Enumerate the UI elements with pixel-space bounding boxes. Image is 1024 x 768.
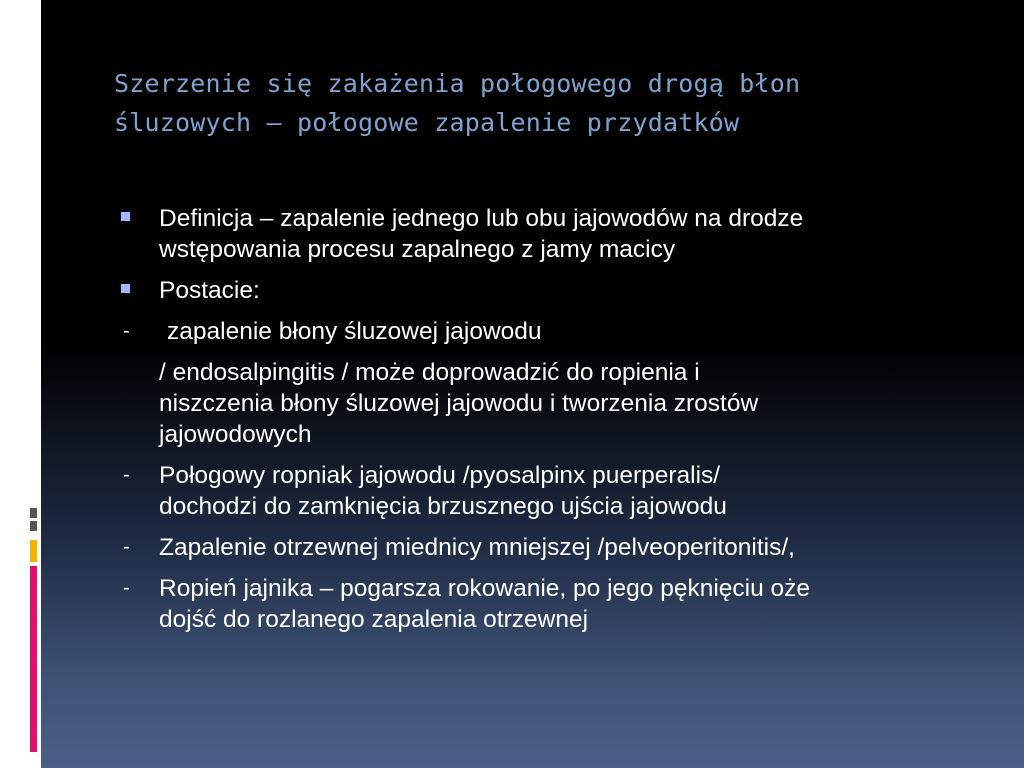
item-text: Połogowy ropniak jajowodu /pyosalpinx puerperalis/ [159, 462, 721, 489]
item-text: niszczenia błony śluzowej jajowodu i tworzenia zrostów [159, 390, 759, 417]
strip-white [30, 0, 37, 470]
item-text: Ropień jajnika – pogarsza rokowanie, po jego pęknięciu oże [159, 575, 811, 602]
strip-yellow-block [30, 540, 37, 562]
item-text: Postacie: [159, 277, 260, 304]
list-item-endosalpingitis: - zapalenie błony śluzowej jajowodu [113, 316, 993, 347]
item-text: dochodzi do zamknięcia brzusznego ujścia jajowodu [159, 493, 727, 520]
list-item-pelveoperitonitis: - Zapalenie otrzewnej miednicy mniejszej /pelveoperitonitis/, [113, 532, 993, 563]
item-text: / endosalpingitis / może doprowadzić do ropienia i [159, 359, 700, 386]
title-line-2: śluzowych – połogowe zapalenie przydatków [114, 108, 740, 137]
list-item-pyosalpinx: - Połogowy ropniak jajowodu /pyosalpinx puerperalis/ dochodzi do zamknięcia brzusznego ujścia jajowodu [113, 460, 993, 522]
item-text: wstępowania procesu zapalnego z jamy macicy [159, 236, 676, 263]
item-text: zapalenie błony śluzowej jajowodu [167, 318, 542, 345]
bullet-list [113, 203, 993, 645]
strip-gray-block [30, 508, 37, 518]
slide [41, 0, 1024, 768]
list-item-definition [113, 203, 993, 265]
list-item-ovarian-abscess: - Ropień jajnika – pogarsza rokowanie, po jego pęknięciu oże dojść do rozlanego zapalenia otrzewnej [113, 573, 993, 635]
list-item-forms [113, 275, 993, 306]
list-item-endosalpingitis-desc [113, 357, 993, 450]
item-text: Zapalenie otrzewnej miednicy mniejszej /pelveoperitonitis/, [159, 534, 795, 561]
item-text: dojść do rozlanego zapalenia otrzewnej [159, 606, 589, 633]
strip-gray-block-2 [30, 521, 37, 531]
left-decorative-strip [0, 0, 41, 768]
title-line-1: Szerzenie się zakażenia połogowego drogą błon [114, 69, 801, 98]
slide-title [114, 64, 994, 142]
item-text: Definicja – zapalenie jednego lub obu jajowodów na drodze [159, 205, 804, 232]
item-text: jajowodowych [159, 421, 312, 448]
strip-pink-block [30, 566, 37, 752]
